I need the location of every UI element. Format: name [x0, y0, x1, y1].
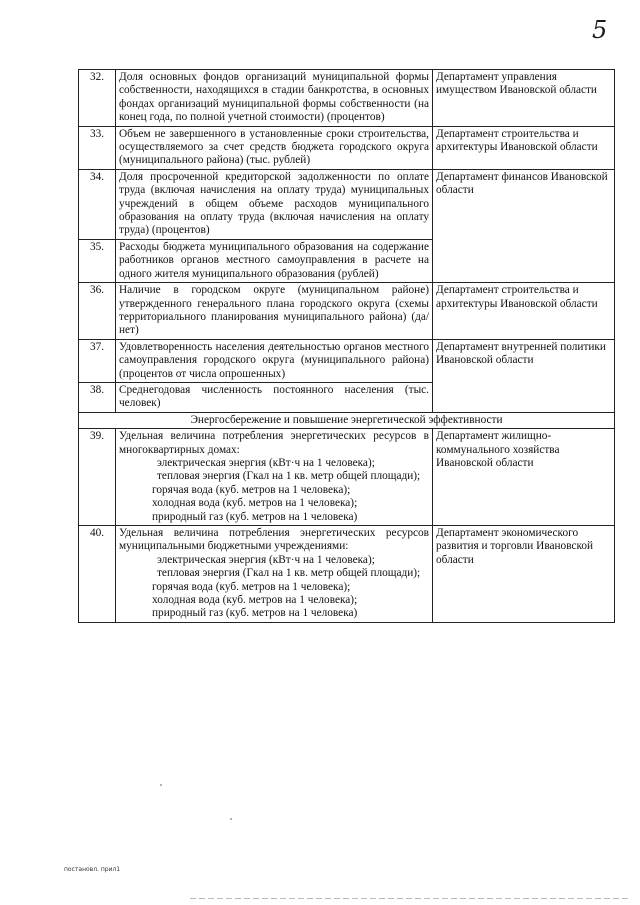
indicator-text: Наличие в городском округе (муниципальном районе) утвержденного генерального плана городского округа (схемы территориального планирования муниципального района) (да/нет): [116, 283, 433, 340]
department-cell: Департамент финансов Ивановской области: [433, 169, 615, 282]
row-number: 39.: [79, 429, 116, 526]
section-header-row: [79, 412, 615, 428]
department-cell: Департамент строительства и архитектуры Ивановской области: [433, 283, 615, 340]
row-number: 35.: [79, 239, 116, 282]
indicator-text: Объем не завершенного в установленные сроки строительства, осуществляемого за счет средств бюджета городского округа (муниципального района) (тыс. рублей): [116, 126, 433, 169]
row-number: 32.: [79, 70, 116, 127]
section-title: Энергосбережение и повышение энергетической эффективности: [79, 412, 615, 428]
indicator-intro: Удельная величина потребления энергетических ресурсов муниципальными бюджетными учреждениями:: [119, 527, 429, 553]
indicator-subitem: природный газ (куб. метров на 1 человека): [152, 510, 358, 523]
indicator-cell: [116, 429, 433, 526]
indicator-subitem: природный газ (куб. метров на 1 человека): [152, 607, 358, 620]
table-row: [79, 169, 615, 239]
indicator-text: Расходы бюджета муниципального образования на содержание работников органов местного самоуправления в расчете на одного жителя муниципального образования (рублей): [116, 239, 433, 282]
table-row: [79, 526, 615, 623]
indicator-text: Среднегодовая численность постоянного населения (тыс. человек): [116, 382, 433, 412]
scan-speck: [160, 784, 162, 786]
indicator-text: Доля просроченной кредиторской задолженности по оплате труда (включая начисления на оплату труда) муниципальных учреждений в общем объеме расходов муниципального образования на оплату труда (включая начисления на оплату труда) (процентов): [116, 169, 433, 239]
row-number: 37.: [79, 339, 116, 382]
table-row: [79, 70, 615, 127]
row-number: 34.: [79, 169, 116, 239]
row-number: 33.: [79, 126, 116, 169]
indicator-subitem: электрическая энергия (кВт·ч на 1 человека);: [157, 553, 375, 566]
page-number: 5: [592, 16, 608, 44]
indicator-subitem: горячая вода (куб. метров на 1 человека);: [152, 580, 351, 593]
indicator-intro: Удельная величина потребления энергетических ресурсов в многоквартирных домах:: [119, 430, 429, 456]
indicator-subitem: холодная вода (куб. метров на 1 человека);: [152, 497, 358, 510]
indicator-subitem: холодная вода (куб. метров на 1 человека);: [152, 594, 358, 607]
indicators-table: [78, 69, 615, 623]
row-number: 36.: [79, 283, 116, 340]
table-row: [79, 126, 615, 169]
table-row: [79, 429, 615, 526]
indicator-text: Доля основных фондов организаций муниципальной формы собственности, находящихся в стадии банкротства, в основных фондах организаций муниципальной формы собственности (на конец года, по полной учетной стоимости) (процентов): [116, 70, 433, 127]
indicator-text: Удовлетворенность населения деятельностью органов местного самоуправления городского округа (муниципального района) (процентов от числа опрошенных): [116, 339, 433, 382]
indicator-subitem: тепловая энергия (Гкал на 1 кв. метр общей площади);: [157, 470, 421, 483]
department-cell: Департамент экономического развития и торговли Ивановской области: [433, 526, 615, 623]
row-number: 40.: [79, 526, 116, 623]
department-cell: Департамент строительства и архитектуры Ивановской области: [433, 126, 615, 169]
indicator-subitem: горячая вода (куб. метров на 1 человека);: [152, 483, 351, 496]
department-cell: Департамент внутренней политики Ивановской области: [433, 339, 615, 412]
indicator-subitem: электрическая энергия (кВт·ч на 1 человека);: [157, 456, 375, 469]
indicator-subitem: тепловая энергия (Гкал на 1 кв. метр общей площади);: [157, 567, 421, 580]
scan-speck: [230, 818, 232, 820]
department-cell: Департамент управления имуществом Ивановской области: [433, 70, 615, 127]
table-row: [79, 283, 615, 340]
footer-note: постановл. прил1: [64, 866, 121, 873]
row-number: 38.: [79, 382, 116, 412]
table-row: [79, 339, 615, 382]
indicator-cell: [116, 526, 433, 623]
scan-edge-line: [190, 898, 630, 899]
department-cell: Департамент жилищно-коммунального хозяйства Ивановской области: [433, 429, 615, 526]
